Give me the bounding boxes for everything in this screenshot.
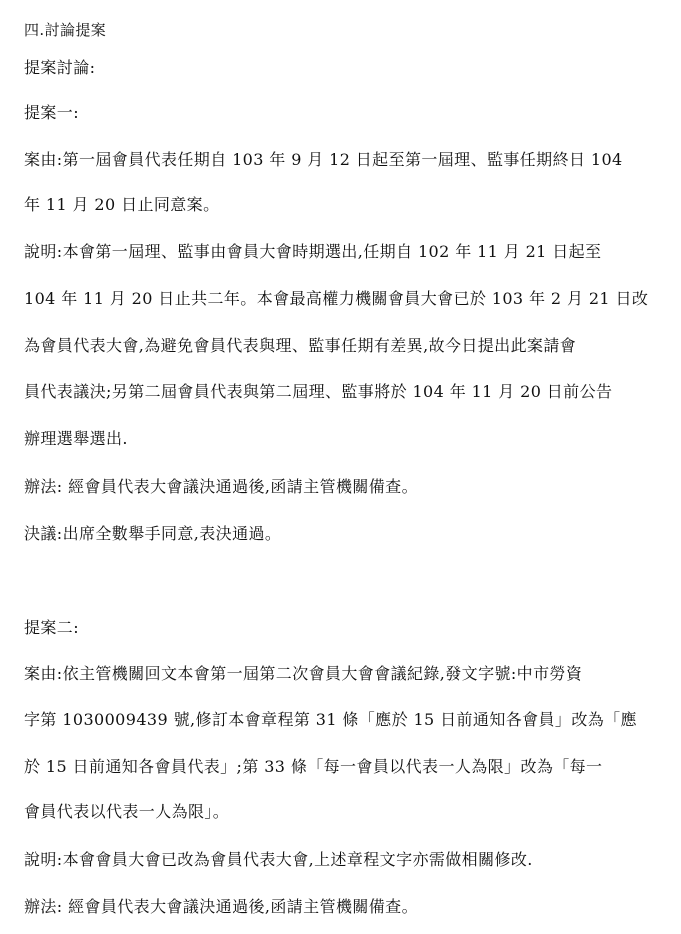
proposal-1-explanation-line: 員代表議決;另第二屆會員代表與第二屆理、監事將於 104 年 11 月 20 日前公告 (24, 382, 613, 401)
proposal-1-explanation-line: 為會員代表大會,為避免會員代表與理、監事任期有差異,故今日提出此案請會 (24, 336, 577, 355)
proposal-2-cause-line: 會員代表以代表一人為限」。 (24, 802, 230, 821)
proposal-2-cause-line: 字第 1030009439 號,修訂本會章程第 31 條「應於 15 日前通知各會員」改為「應 (24, 710, 637, 729)
proposal-1-cause-line: 案由:第一屆會員代表任期自 103 年 9 月 12 日起至第一屆理、監事任期終日 104 (24, 150, 623, 169)
proposal-2-cause-line: 於 15 日前通知各會員代表」;第 33 條「每一會員以代表一人為限」改為「每一 (24, 757, 603, 776)
proposal-1-resolution: 決議:出席全數舉手同意,表決通過。 (24, 524, 282, 543)
section-title: 四.討論提案 (24, 21, 107, 39)
proposal-1-method: 辦法: 經會員代表大會議決通過後,函請主管機關備查。 (24, 477, 418, 496)
proposal-1-explanation-line: 104 年 11 月 20 日止共二年。本會最高權力機關會員大會已於 103 年 2 月 21 日改 (24, 289, 649, 308)
proposal-1-title: 提案一: (24, 103, 79, 122)
proposal-2-title: 提案二: (24, 618, 79, 637)
proposal-2-method: 辦法: 經會員代表大會議決通過後,函請主管機關備查。 (24, 897, 418, 916)
proposal-1-explanation-line: 辦理選舉選出. (24, 429, 128, 448)
proposal-2-cause-line: 案由:依主管機關回文本會第一屆第二次會員大會會議紀錄,發文字號:中市勞資 (24, 664, 583, 683)
proposal-1-explanation-line: 說明:本會第一屆理、監事由會員大會時期選出,任期自 102 年 11 月 21 日起至 (24, 242, 602, 261)
proposal-2-explanation-line: 說明:本會會員大會已改為會員代表大會,上述章程文字亦需做相關修改. (24, 850, 533, 869)
proposal-1-cause-line: 年 11 月 20 日止同意案。 (24, 195, 220, 214)
proposals-heading: 提案討論: (24, 58, 96, 77)
